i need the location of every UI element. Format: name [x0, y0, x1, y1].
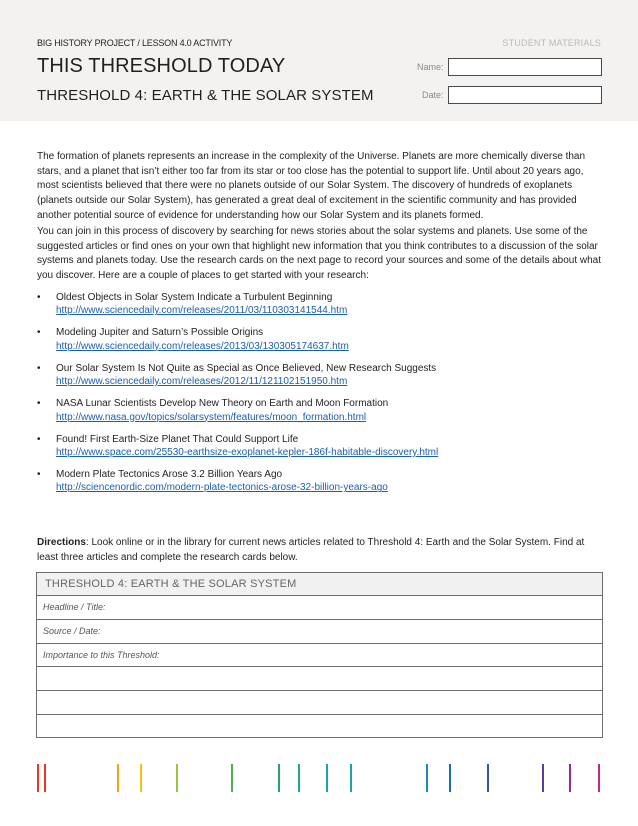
- list-item: [37, 397, 602, 424]
- color-bar: [298, 764, 300, 792]
- page-subtitle: THRESHOLD 4: EARTH & THE SOLAR SYSTEM: [37, 87, 374, 104]
- list-item: [37, 291, 602, 318]
- bullet-icon: •: [37, 292, 41, 303]
- decorative-color-bars: [0, 764, 638, 792]
- list-item: [37, 326, 602, 353]
- color-bar: [37, 764, 39, 792]
- blank-row[interactable]: [37, 667, 602, 691]
- date-field[interactable]: [448, 86, 602, 104]
- article-link[interactable]: http://sciencenordic.com/modern-plate-tectonics-arose-32-billion-years-ago: [56, 482, 388, 494]
- blank-row[interactable]: [37, 691, 602, 715]
- color-bar: [117, 764, 119, 792]
- bullet-icon: •: [37, 469, 41, 481]
- bullet-icon: •: [37, 398, 41, 410]
- importance-row[interactable]: Importance to this Threshold:: [37, 644, 602, 668]
- headline-row[interactable]: Headline / Title:: [37, 596, 602, 620]
- date-label: Date:: [422, 90, 444, 100]
- color-bar: [176, 764, 178, 792]
- color-bar: [569, 764, 571, 792]
- article-link[interactable]: http://www.space.com/25530-earthsize-exoplanet-kepler-186f-habitable-discovery.html: [56, 447, 439, 459]
- page-title: THIS THRESHOLD TODAY: [37, 55, 286, 77]
- research-card: [36, 572, 603, 738]
- article-title: Oldest Objects in Solar System Indicate a Turbulent Beginning: [56, 292, 333, 303]
- list-item: [37, 468, 602, 495]
- intro-paragraph-1: The formation of planets represents an increase in the complexity of the Universe. Planets are more chemically diverse than stars, and a planet that isn’t either too far from its star or too close has the potential to support life. Until about 20 years ago, most scientists believed that there were no planets outside of our Solar System. The discovery of hundreds of exoplanets (planets outside our Solar System), has generated a great deal of excitement in the scientific community and has provided another potential source of evidence for understanding how our Solar System and its planets formed.: [37, 151, 586, 221]
- student-materials-label: STUDENT MATERIALS: [502, 38, 601, 48]
- directions-paragraph: [37, 536, 602, 565]
- article-link[interactable]: http://www.nasa.gov/topics/solarsystem/features/moon_formation.html: [56, 411, 367, 423]
- color-bar: [542, 764, 544, 792]
- article-link[interactable]: http://www.sciencedaily.com/releases/2011/03/110303141544.htm: [56, 305, 348, 317]
- name-label: Name:: [417, 62, 444, 72]
- color-bar: [140, 764, 142, 792]
- intro-paragraph-2: You can join in this process of discovery by searching for news stories about the solar systems and planets. Use some of the suggested articles or find ones on your own that highlight new information that you think contributes to a discussion of the solar systems and planets today. Use the research cards on the next page to record your sources and some of the details about what you discover. Here are a couple of places to get started with your research:: [37, 226, 602, 282]
- article-title: Found! First Earth-Size Planet That Could Support Life: [56, 433, 299, 445]
- article-title: NASA Lunar Scientists Develop New Theory on Earth and Moon Formation: [56, 398, 389, 410]
- article-list: [37, 291, 602, 503]
- color-bar: [278, 764, 280, 792]
- article-title: Modeling Jupiter and Saturn’s Possible Origins: [56, 327, 264, 339]
- color-bar: [426, 764, 428, 792]
- name-field[interactable]: [448, 58, 602, 76]
- color-bar: [231, 764, 233, 792]
- bullet-icon: •: [37, 362, 41, 374]
- article-link[interactable]: http://www.sciencedaily.com/releases/2013/03/130305174637.htm: [56, 340, 349, 352]
- color-bar: [449, 764, 451, 792]
- list-item: [37, 362, 602, 389]
- directions-text: : Look online or in the library for current news articles related to Threshold 4: Earth and the Solar System. Find at least three articles and complete the research cards below.: [37, 537, 585, 563]
- bullet-icon: •: [37, 327, 41, 339]
- color-bar: [326, 764, 328, 792]
- list-item: [37, 433, 602, 460]
- color-bar: [598, 764, 600, 792]
- article-title: Our Solar System Is Not Quite as Special as Once Believed, New Research Suggests: [56, 362, 437, 374]
- article-link[interactable]: http://www.sciencedaily.com/releases/2012/11/121102151950.htm: [56, 376, 348, 388]
- bullet-icon: •: [37, 433, 41, 445]
- color-bar: [350, 764, 352, 792]
- article-title: Modern Plate Tectonics Arose 3.2 Billion Years Ago: [56, 469, 283, 481]
- research-card-heading: THRESHOLD 4: EARTH & THE SOLAR SYSTEM: [37, 573, 602, 596]
- blank-row[interactable]: [37, 715, 602, 739]
- color-bar: [44, 764, 46, 792]
- source-row[interactable]: Source / Date:: [37, 620, 602, 644]
- color-bar: [487, 764, 489, 792]
- page-header: [0, 0, 638, 121]
- project-lesson-line: BIG HISTORY PROJECT / LESSON 4.0 ACTIVITY: [37, 38, 233, 48]
- directions-label: Directions: [37, 537, 86, 548]
